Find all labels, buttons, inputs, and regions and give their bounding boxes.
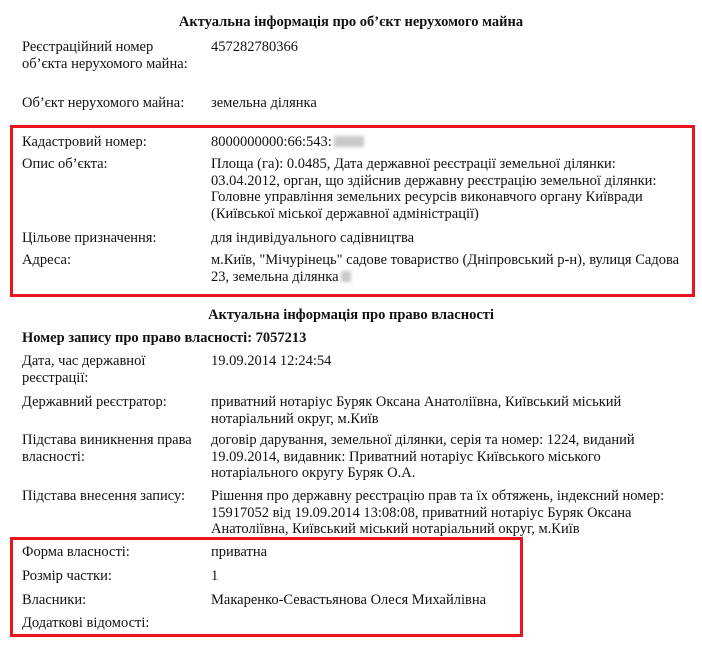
redacted-cadastral-suffix (334, 136, 364, 147)
label-object-description: Опис об’єкта: (22, 156, 108, 172)
value-registration-number: 457282780366 (211, 39, 298, 55)
value-ownership-basis: договір дарування, земельної ділянки, серія та номер: 1224, виданий 19.09.2014, видавник: Приватний нотаріус Київського міського нотаріального округу Буряк О.А. (211, 432, 635, 481)
label-cadastral-number: Кадастровий номер: (22, 134, 147, 150)
label-entry-basis: Підстава внесення запису: (22, 488, 186, 504)
section-heading-property: Актуальна інформація про об’єкт нерухомого майна (178, 14, 524, 30)
value-purpose: для індивідуального садівництва (211, 230, 415, 246)
value-share-size: 1 (211, 568, 219, 584)
label-ownership-form: Форма власності: (22, 544, 130, 560)
value-property-object: земельна ділянка (211, 95, 317, 111)
section-heading-ownership: Актуальна інформація про право власності (208, 307, 494, 323)
label-registration-datetime: Дата, час державної реєстрації: (22, 353, 146, 386)
value-registration-datetime: 19.09.2014 12:24:54 (211, 353, 332, 369)
address-text: м.Київ, "Мічурінець" садове товариство (Дніпровський р-н), вулиця Садова 23, земельна ділянка (211, 252, 680, 285)
ownership-record-number: Номер запису про право власності: 7057213 (22, 330, 307, 346)
value-ownership-form: приватна (211, 544, 268, 560)
value-address (211, 252, 681, 285)
value-entry-basis: Рішення про державну реєстрацію прав та їх обтяжень, індексний номер: 15917052 від 19.09.2014 13:08:08, приватний нотаріус Буряк Оксана Анатоліївна, Київський міський нотаріальний округ, м.Київ (211, 488, 665, 537)
label-state-registrar: Державний реєстратор: (22, 394, 167, 410)
value-owners: Макаренко-Севастьянова Олеся Михайлівна (211, 592, 487, 608)
label-additional-info: Додаткові відомості: (22, 615, 150, 631)
label-property-object: Об’єкт нерухомого майна: (22, 95, 185, 111)
value-cadastral-number (211, 134, 681, 151)
cadastral-number-text: 8000000000:66:543: (211, 134, 332, 150)
label-ownership-basis: Підстава виникнення права власності: (22, 432, 192, 465)
value-state-registrar: приватний нотаріус Буряк Оксана Анатоліївна, Київський міський нотаріальний округ, м.Київ (211, 394, 622, 427)
label-purpose: Цільове призначення: (22, 230, 157, 246)
label-registration-number: Реєстраційний номер об’єкта нерухомого майна: (22, 39, 188, 72)
label-share-size: Розмір частки: (22, 568, 112, 584)
label-owners: Власники: (22, 592, 87, 608)
label-address: Адреса: (22, 252, 71, 268)
redacted-plot-number (341, 271, 351, 282)
value-object-description: Площа (га): 0.0485, Дата державної реєстрації земельної ділянки: 03.04.2012, орган, що здійснив державну реєстрацію земельної ділянки: Головне управління земельних ресурсів виконавчого органу Київради (Київської міської державної адміністрації) (211, 156, 657, 222)
